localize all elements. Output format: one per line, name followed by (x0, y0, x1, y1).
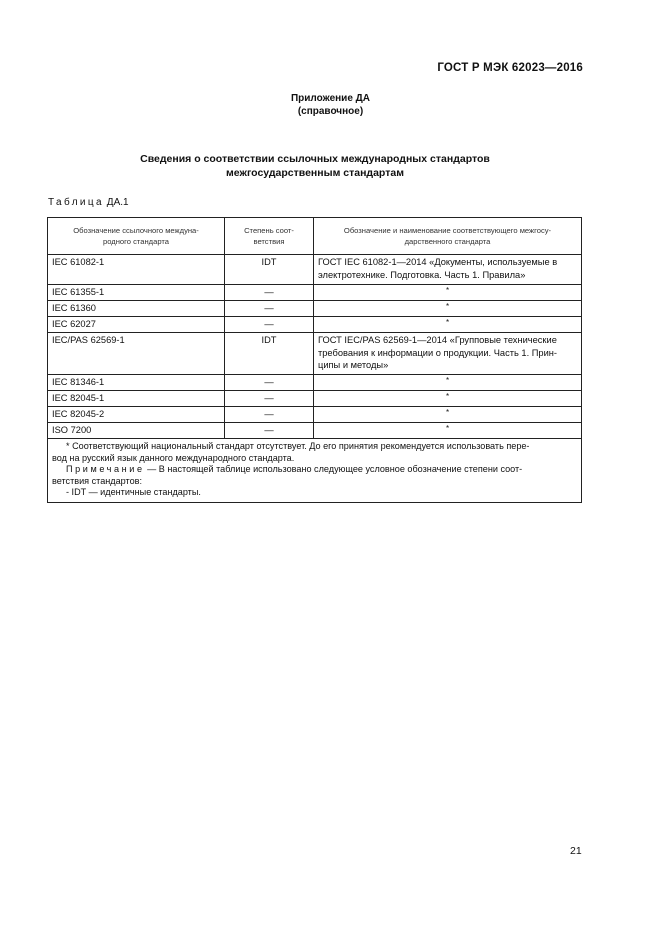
dash-mark: — (264, 303, 274, 313)
footnote-asterisk: * (445, 302, 450, 311)
standard-code: ГОСТ Р МЭК 62023—2016 (437, 62, 583, 74)
cell-reference: ISO 7200 (48, 423, 225, 439)
dash-mark: — (264, 409, 274, 419)
column-header-degree-line: Степень соот- (244, 226, 294, 235)
cell-national (314, 407, 582, 423)
cell-national (314, 423, 582, 439)
cell-reference: IEC 81346-1 (48, 375, 225, 391)
annex-title: Приложение ДА (290, 93, 371, 104)
table-notes-row (48, 439, 582, 503)
column-header-reference-line: родного стандарта (103, 237, 169, 246)
table-row (48, 375, 582, 391)
section-title-line-1: Сведения о соответствии ссылочных международных стандартов (140, 153, 490, 165)
footnote-asterisk: * (445, 286, 450, 295)
cell-national-line: ципы и методы» (318, 360, 389, 370)
cell-degree (225, 391, 314, 407)
cell-degree (225, 407, 314, 423)
table-notes (48, 439, 582, 503)
annex-heading (0, 92, 661, 118)
column-header-reference (48, 218, 225, 255)
cell-national-line: требования к информации о продукции. Часть 1. Прин- (318, 347, 558, 358)
column-header-national-line: дарственного стандарта (404, 237, 491, 246)
annex-subtitle: (справочное) (297, 106, 364, 117)
cell-national (314, 375, 582, 391)
table-row (48, 285, 582, 301)
footnote-asterisk: * (445, 424, 450, 433)
cell-national-line: электротехнике. Подготовка. Часть 1. Правила» (318, 269, 526, 280)
cell-reference: IEC 61082-1 (48, 255, 225, 285)
table-row (48, 407, 582, 423)
cell-national-line: ГОСТ IEC 61082-1—2014 «Документы, используемые в (318, 257, 558, 267)
footnote-asterisk: * (445, 408, 450, 417)
dash-mark: — (264, 377, 274, 387)
cell-reference: IEC 61360 (48, 301, 225, 317)
column-header-degree (225, 218, 314, 255)
cell-national-line: ГОСТ IEC/PAS 62569-1—2014 «Групповые технические (318, 335, 557, 345)
note-line (52, 464, 577, 476)
footnote-line: вод на русский язык данного международного стандарта. (52, 452, 295, 463)
dash-mark: — (264, 425, 274, 435)
cell-degree: IDT (225, 255, 314, 285)
section-title (0, 152, 630, 180)
cell-degree (225, 375, 314, 391)
cell-degree: IDT (225, 333, 314, 375)
cell-reference: IEC 82045-1 (48, 391, 225, 407)
cell-degree (225, 317, 314, 333)
table-row (48, 333, 582, 375)
cell-national (314, 333, 582, 375)
standards-table (47, 217, 582, 503)
table-row (48, 317, 582, 333)
cell-degree (225, 301, 314, 317)
cell-national (314, 317, 582, 333)
table-row (48, 391, 582, 407)
table-row (48, 301, 582, 317)
cell-national (314, 255, 582, 285)
table-row (48, 423, 582, 439)
cell-national (314, 391, 582, 407)
cell-degree (225, 423, 314, 439)
table-caption (48, 197, 129, 208)
table-caption-word: Таблица (48, 197, 105, 208)
column-header-national-line: Обозначение и наименование соответствующего межгосу- (343, 226, 552, 235)
table-header-row (48, 218, 582, 255)
cell-reference: IEC 82045-2 (48, 407, 225, 423)
table-row (48, 255, 582, 285)
cell-reference: IEC 62027 (48, 317, 225, 333)
cell-national (314, 285, 582, 301)
column-header-degree-line: ветствия (253, 237, 285, 246)
column-header-reference-line: Обозначение ссылочного междуна- (73, 226, 199, 235)
footnote-asterisk: * (445, 318, 450, 327)
footnote-line: * Соответствующий национальный стандарт отсутствует. До его принятия рекомендуется использовать пере- (66, 441, 530, 451)
page-number: 21 (570, 845, 582, 857)
cell-national (314, 301, 582, 317)
dash-mark: — (264, 287, 274, 297)
dash-mark: — (264, 319, 274, 329)
note-line: - IDT — идентичные стандарты. (66, 487, 201, 498)
cell-reference: IEC 61355-1 (48, 285, 225, 301)
column-header-national (314, 218, 582, 255)
table-caption-id: ДА.1 (106, 197, 129, 208)
cell-degree (225, 285, 314, 301)
footnote-asterisk: * (445, 392, 450, 401)
note-line: ветствия стандартов: (52, 475, 143, 486)
note-label: Примечание (66, 464, 145, 475)
dash-mark: — (264, 393, 274, 403)
section-title-line-2: межгосударственным стандартам (226, 167, 404, 179)
note-text: — В настоящей таблице использовано следующее условное обозначение степени соот- (144, 464, 523, 475)
cell-reference: IEC/PAS 62569-1 (48, 333, 225, 375)
footnote-asterisk: * (445, 376, 450, 385)
